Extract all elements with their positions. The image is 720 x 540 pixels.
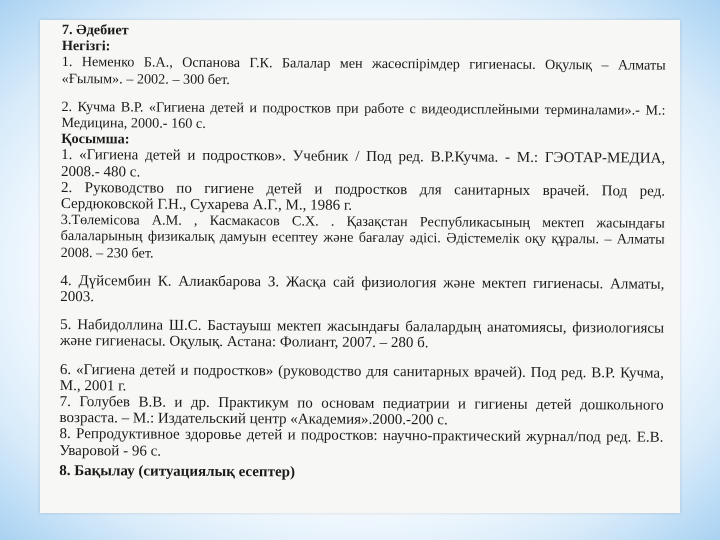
additional-literature-item-4: 4. Дүйсембин К. Алиакбарова З. Жасқа сай физиология және мектеп гигиенасы. Алматы, 2003. bbox=[60, 272, 665, 306]
additional-literature-item-7: 7. Голубев В.В. и др. Практикум по основам педиатрии и гигиены детей дошкольного возраста. – М.: Издательский центр «Академия».2000.-200 с. bbox=[59, 394, 664, 429]
additional-literature-item-1: 1. «Гигиена детей и подростков». Учебник / Под ред. В.Р.Кучма. - М.: ГЭОТАР-МЕДИА, 2008.- 480 с. bbox=[61, 147, 666, 181]
main-literature-item-2: 2. Кучма В.Р. «Гигиена детей и подростков при работе с видеодисплейными терминалами».- М.: Медицина, 2000.- 160 с. bbox=[61, 98, 666, 132]
section-title: 7. Әдебиет bbox=[61, 22, 129, 39]
final-heading: 8. Бақылау (ситуациялық есептер) bbox=[59, 462, 296, 481]
bibliography-text bbox=[59, 22, 666, 483]
additional-literature-label: Қосымша: bbox=[61, 131, 130, 148]
additional-literature-item-2: 2. Руководство по гигиене детей и подростков для санитарных врачей. Под ред. Сердюковской Г.Н., Сухарева А.Г., М., 1986 г. bbox=[60, 179, 666, 214]
scanned-document-page bbox=[40, 20, 680, 513]
additional-literature-item-6: 6. «Гигиена детей и подростков» (руководство для санитарных врачей). Под ред. В.Р. Кучма, М., 2001 г. bbox=[59, 361, 664, 395]
additional-literature-item-3: 3.Төлемісова А.М. , Касмакасов С.Х. . Қазақстан Республикасының мектеп жасындағы балаларының физикалық дамуын есептеу және бағалау әдісі. Әдістемелік оқу құралы. – Алматы 2008. – 230 бет. bbox=[60, 212, 665, 262]
additional-literature-item-8: 8. Репродуктивное здоровье детей и подростков: научно-практический журнал/под ред. Е.В. Уваровой - 96 с. bbox=[59, 426, 664, 460]
additional-literature-item-5: 5. Набидоллина Ш.С. Бастауыш мектеп жасындағы балалардың анатомиясы, физиологиясы және гигиенасы. Оқулық. Астана: Фолиант, 2007. – 280 б. bbox=[59, 317, 665, 352]
main-literature-item-1: 1. Неменко Б.А., Оспанова Г.К. Балалар мен жасөспірімдер гигиенасы. Оқулық – Алматы «Ғылым». – 2002. – 300 бет. bbox=[61, 54, 666, 88]
main-literature-label: Негізгі: bbox=[61, 38, 111, 55]
